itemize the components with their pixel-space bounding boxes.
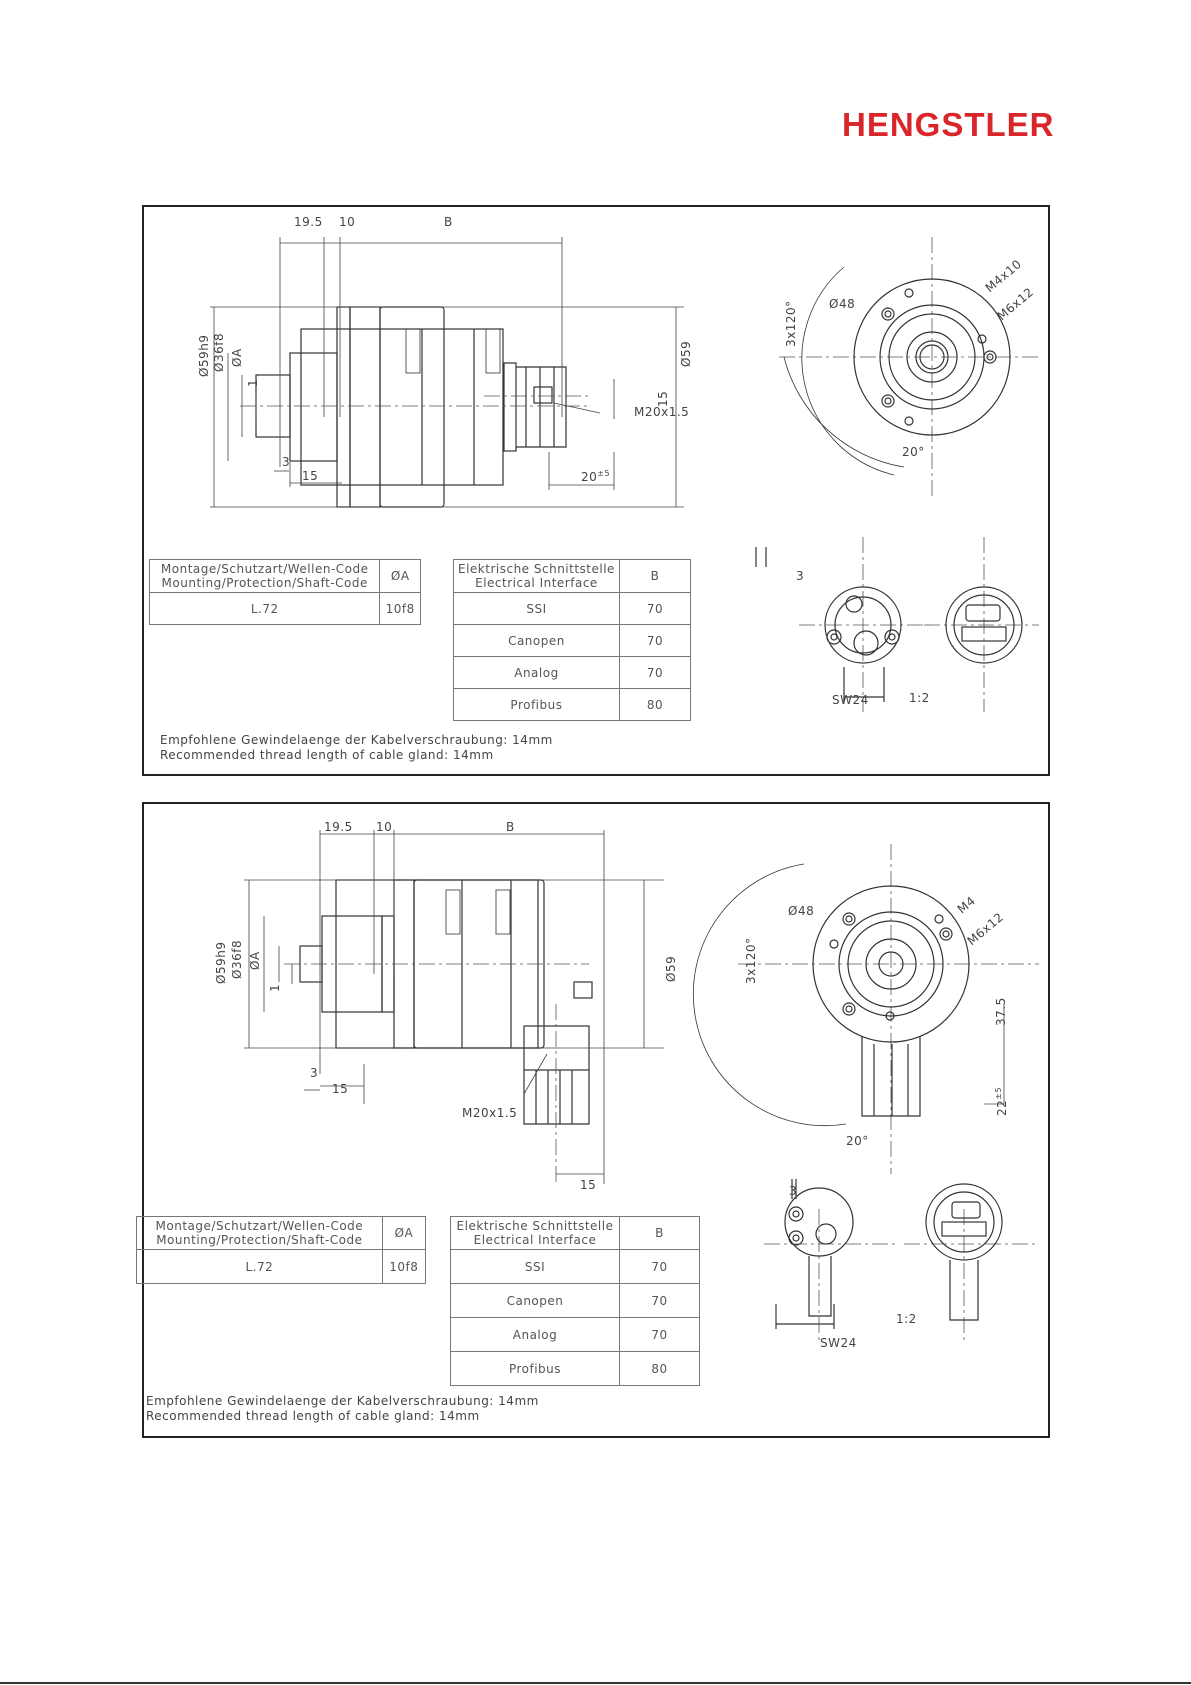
dim-b: B	[444, 215, 453, 229]
dim-15: 15	[332, 1082, 349, 1096]
table-header-b: B	[620, 1217, 700, 1250]
dim-15-vertical: 15	[656, 390, 670, 407]
table-cell: Canopen	[454, 625, 620, 657]
table-cell: SSI	[451, 1250, 620, 1284]
dim-m6x12: M6x12	[994, 284, 1037, 324]
table-cell: 10f8	[380, 593, 421, 625]
scale-label: 1:2	[909, 691, 930, 705]
dim-dia-36f8: Ø36f8	[212, 332, 226, 372]
flange	[290, 353, 337, 461]
dim-22: $22^{\pm 5}$	[994, 1086, 1009, 1116]
dim-20-deg: 20°	[902, 445, 925, 459]
table-cell: SSI	[454, 593, 620, 625]
dim-b: B	[506, 820, 515, 834]
dim-small-3: 3	[789, 1184, 798, 1198]
table-cell: L.72	[137, 1250, 383, 1284]
table-header-mounting: Montage/Schutzart/Wellen-Code Mounting/Protection/Shaft-Code	[150, 560, 380, 593]
table-cell: Analog	[451, 1318, 620, 1352]
hengstler-logo: HENGSTLER	[842, 106, 1055, 143]
dim-15-bottom: 15	[580, 1178, 597, 1192]
dim-3: 3	[282, 455, 291, 469]
table-header-b: B	[619, 560, 690, 593]
table-cell: 70	[619, 625, 690, 657]
interface-table	[450, 1216, 700, 1386]
table-cell: 70	[619, 657, 690, 689]
dim-20-deg: 20°	[846, 1134, 869, 1148]
front-view-radial	[784, 267, 1010, 475]
dim-dia-59h9: Ø59h9	[197, 334, 211, 377]
dim-20: $20^{\pm 5}$	[581, 469, 611, 484]
drawing-panel-axial	[142, 802, 1050, 1438]
drawing-panel-radial	[142, 205, 1050, 776]
dim-dia-36f8: Ø36f8	[230, 939, 244, 979]
dim-dia-a: ØA	[248, 951, 262, 970]
table-header-dia-a: ØA	[382, 1217, 425, 1250]
front-view-axial	[693, 864, 969, 1126]
dim-m4x10: M4x10	[982, 256, 1025, 296]
dim-1: 1	[268, 983, 282, 992]
dim-dia-59h9: Ø59h9	[214, 941, 228, 984]
table-cell: 10f8	[382, 1250, 425, 1284]
note-line-en: Recommended thread length of cable gland: 14mm	[146, 1409, 480, 1423]
dim-m6x12: M6x12	[964, 909, 1007, 949]
dim-dia-a: ØA	[230, 348, 244, 367]
table-cell: Profibus	[451, 1352, 620, 1386]
table-cell: 70	[620, 1318, 700, 1352]
shaft-code-table	[149, 559, 421, 625]
dim-3x120: 3x120°	[744, 937, 758, 984]
table-header-interface: Elektrische Schnittstelle Electrical Interface	[454, 560, 620, 593]
dim-3: 3	[310, 1066, 319, 1080]
table-header-mounting: Montage/Schutzart/Wellen-Code Mounting/Protection/Shaft-Code	[137, 1217, 383, 1250]
table-cell: 80	[619, 689, 690, 721]
dim-dia-48: Ø48	[829, 297, 856, 311]
interface-table	[453, 559, 691, 721]
dim-small-3: 3	[796, 569, 805, 583]
table-cell: Analog	[454, 657, 620, 689]
table-cell: 70	[619, 593, 690, 625]
dim-m20: M20x1.5	[462, 1106, 518, 1120]
dim-10: 10	[376, 820, 393, 834]
note-line-de: Empfohlene Gewindelaenge der Kabelverschraubung: 14mm	[160, 733, 553, 747]
table-header-dia-a: ØA	[380, 560, 421, 593]
dim-1: 1	[246, 378, 260, 387]
table-cell: Canopen	[451, 1284, 620, 1318]
note-line-en: Recommended thread length of cable gland: 14mm	[160, 748, 494, 762]
dim-10: 10	[339, 215, 356, 229]
dim-m20: M20x1.5	[634, 405, 690, 419]
shaft-code-table	[136, 1216, 426, 1284]
table-cell: 70	[620, 1250, 700, 1284]
table-cell: Profibus	[454, 689, 620, 721]
dim-19-5: 19.5	[294, 215, 323, 229]
dim-m4: M4	[954, 893, 979, 917]
scale-label: 1:2	[896, 1312, 917, 1326]
thread-length-note	[146, 1394, 539, 1424]
dim-sw24: SW24	[832, 693, 869, 707]
table-header-interface: Elektrische Schnittstelle Electrical Interface	[451, 1217, 620, 1250]
dim-dia-48: Ø48	[788, 904, 815, 918]
note-line-de: Empfohlene Gewindelaenge der Kabelverschraubung: 14mm	[146, 1394, 539, 1408]
dim-19-5: 19.5	[324, 820, 353, 834]
table-cell: 80	[620, 1352, 700, 1386]
dim-37-5: 37.5	[994, 997, 1008, 1026]
dim-sw24: SW24	[820, 1336, 857, 1350]
thread-length-note	[160, 733, 553, 763]
dim-dia-59: Ø59	[679, 340, 693, 367]
dim-3x120: 3x120°	[784, 300, 798, 347]
dim-15: 15	[302, 469, 319, 483]
encoder-housing	[301, 329, 503, 485]
dim-dia-59: Ø59	[664, 955, 678, 982]
page-bottom-rule	[0, 1682, 1191, 1684]
table-cell: 70	[620, 1284, 700, 1318]
table-cell: L.72	[150, 593, 380, 625]
